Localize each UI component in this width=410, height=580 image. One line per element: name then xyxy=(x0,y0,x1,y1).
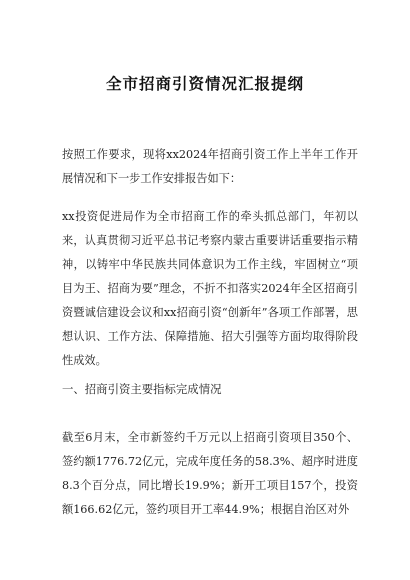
document-title: 全市招商引资情况汇报提纲 xyxy=(105,75,304,93)
section-heading: 一、招商引资主要指标完成情况 xyxy=(62,382,222,396)
intro-paragraph: 按照工作要求，现将xx2024年招商引资工作上半年工作开展情况和下一步工作安排报告如下： xyxy=(62,148,358,185)
results-paragraph: 截至6月末，全市新签约千万元以上招商引资项目350个、签约额1776.72亿元，完成年度任务的58.3%、超序时进度8.3个百分点，同比增长19.9%；新开工项目157个，投资额166.62亿元，签约项目开工率44.9%；根据自治区对外 xyxy=(62,431,358,516)
body-paragraph: xx投资促进局作为全市招商工作的牵头抓总部门，年初以来，认真贯彻习近平总书记考察内蒙古重要讲话重要指示精神，以铸牢中华民族共同体意识为工作主线，牢固树立“项目为王、招商为要”理念，不折不扣落实2024年全区招商引资暨诚信建设会议和xx招商引资“创新年”各项工作部署，思想认识、工作方法、保障措施、招大引强等方面均取得阶段性成效。 xyxy=(62,210,358,367)
